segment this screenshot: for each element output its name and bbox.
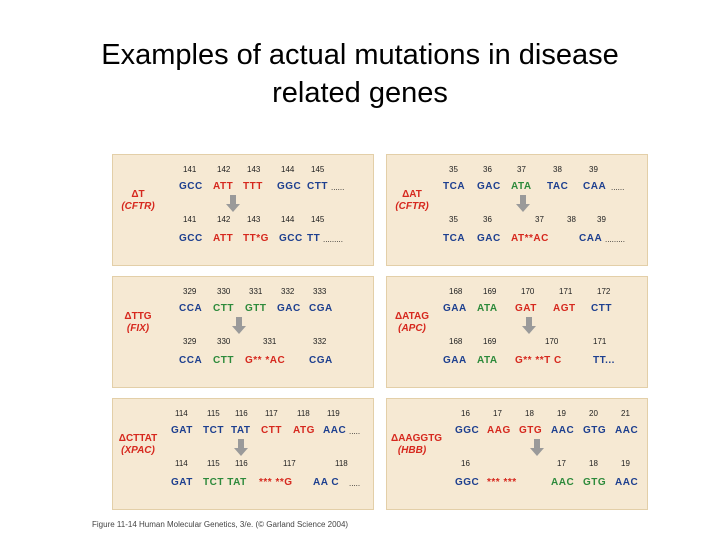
codon-number: 170 xyxy=(521,287,535,296)
codon-number: 169 xyxy=(483,287,497,296)
codon: CCA xyxy=(179,355,203,366)
codon: CGA xyxy=(309,355,333,366)
codon-number: 18 xyxy=(525,409,534,418)
codon-mutated: ATT xyxy=(213,233,234,244)
codon-number: 16 xyxy=(461,409,470,418)
codon-number: 170 xyxy=(545,337,559,346)
codon-mutated: GAT xyxy=(515,303,537,314)
codon: TCT xyxy=(203,425,224,436)
codon: GAC xyxy=(477,181,501,192)
codon-mutated: TT*G xyxy=(243,233,269,244)
codon-number: 145 xyxy=(311,165,325,174)
codon-number: 143 xyxy=(247,215,261,224)
codon-number: 19 xyxy=(621,459,630,468)
codon-mutated: CTT xyxy=(213,303,234,314)
codon: GGC xyxy=(455,425,480,436)
codon-number: 35 xyxy=(449,165,458,174)
codon: GAA xyxy=(443,355,467,366)
codon: GAT xyxy=(171,477,193,488)
ellipsis: ..... xyxy=(349,427,361,436)
down-arrow-icon xyxy=(529,439,545,457)
codon-number: 119 xyxy=(327,409,340,418)
codon-mutated: GTG xyxy=(519,425,543,436)
mutation-label: ΔATAG (APC) xyxy=(394,311,430,334)
mutation-label: ΔTTG (FIX) xyxy=(124,311,152,334)
codon-number: 116 xyxy=(235,459,248,468)
codon: GAA xyxy=(443,303,467,314)
codon: TT xyxy=(307,233,321,244)
mutation-panel-apc xyxy=(386,276,648,388)
codon-mutated: *** *** xyxy=(487,477,517,488)
codon-mutated: G** **T C xyxy=(515,355,562,366)
mutation-panel-xpac xyxy=(112,398,374,510)
mutation-label: ΔCTTAT (XPAC) xyxy=(118,433,158,456)
codon: CAA xyxy=(583,181,607,192)
codon: AAC xyxy=(551,477,575,488)
mutation-label: ΔAAGGTG (HBB) xyxy=(391,433,443,456)
codon-number: 142 xyxy=(217,165,231,174)
codon-number: 141 xyxy=(183,165,197,174)
codon-number: 20 xyxy=(589,409,598,418)
codon: TCA xyxy=(443,233,466,244)
down-arrow-icon xyxy=(521,317,537,335)
codon: GCC xyxy=(179,233,203,244)
codon-number: 16 xyxy=(461,459,470,468)
codon-number: 114 xyxy=(175,459,188,468)
codon-number: 144 xyxy=(281,165,295,174)
codon-number: 17 xyxy=(557,459,566,468)
codon: TT... xyxy=(593,355,615,366)
down-arrow-icon xyxy=(231,317,247,335)
codon-number: 38 xyxy=(567,215,576,224)
codon-number: 169 xyxy=(483,337,497,346)
codon: GCC xyxy=(279,233,303,244)
codon: TAT xyxy=(231,425,251,436)
codon-number: 333 xyxy=(313,287,327,296)
ellipsis: ..... xyxy=(349,479,361,488)
codon: CAA xyxy=(579,233,603,244)
codon: AA C xyxy=(313,477,340,488)
codon: GTG xyxy=(583,425,607,436)
codon-number: 117 xyxy=(283,459,296,468)
codon-number: 145 xyxy=(311,215,325,224)
codon-number: 171 xyxy=(559,287,573,296)
codon-mutated: *** **G xyxy=(259,477,293,488)
codon: CCA xyxy=(179,303,203,314)
codon: CTT xyxy=(307,181,328,192)
codon-number: 118 xyxy=(335,459,348,468)
slide-title xyxy=(0,36,720,112)
codon-mutated: TTT xyxy=(243,181,263,192)
codon-number: 168 xyxy=(449,287,463,296)
codon-mutated: CTT xyxy=(213,355,234,366)
codon: GAC xyxy=(477,233,501,244)
codon-number: 36 xyxy=(483,215,492,224)
ellipsis: ......... xyxy=(605,235,626,244)
mutation-panel-cftr-deltaT xyxy=(112,154,374,266)
down-arrow-icon xyxy=(233,439,249,457)
codon-mutated: AGT xyxy=(553,303,576,314)
codon-number: 39 xyxy=(589,165,598,174)
codon-number: 172 xyxy=(597,287,611,296)
codon-number: 38 xyxy=(553,165,562,174)
codon-number: 117 xyxy=(265,409,278,418)
mutation-label: ΔT (CFTR) xyxy=(121,189,155,212)
codon-number: 114 xyxy=(175,409,188,418)
ellipsis: ...... xyxy=(611,183,625,192)
title-line-1: Examples of actual mutations in disease xyxy=(101,39,619,71)
down-arrow-icon xyxy=(515,195,531,213)
codon-number: 168 xyxy=(449,337,463,346)
codon-mutated: G** *AC xyxy=(245,355,286,366)
codon-number: 118 xyxy=(297,409,310,418)
codon-mutated: ATA xyxy=(511,181,532,192)
codon: GAT xyxy=(171,425,193,436)
codon-number: 332 xyxy=(313,337,327,346)
codon-number: 116 xyxy=(235,409,248,418)
codon-number: 332 xyxy=(281,287,295,296)
mutation-label: ΔAT (CFTR) xyxy=(395,189,429,212)
codon-mutated: AAG xyxy=(487,425,511,436)
codon-mutated: GTT xyxy=(245,303,267,314)
codon-number: 330 xyxy=(217,287,231,296)
codon-mutated: AT**AC xyxy=(511,233,549,244)
codon-number: 329 xyxy=(183,287,197,296)
codon: GAC xyxy=(277,303,301,314)
codon-number: 141 xyxy=(183,215,197,224)
codon: GCC xyxy=(179,181,203,192)
down-arrow-icon xyxy=(225,195,241,213)
title-line-2: related genes xyxy=(272,77,448,109)
codon-number: 18 xyxy=(589,459,598,468)
codon-number: 37 xyxy=(535,215,544,224)
codon-number: 37 xyxy=(517,165,526,174)
codon-number: 331 xyxy=(263,337,277,346)
mutation-panel-cftr-deltaAT xyxy=(386,154,648,266)
codon: ATA xyxy=(477,355,498,366)
codon-number: 142 xyxy=(217,215,231,224)
codon-number: 331 xyxy=(249,287,263,296)
ellipsis: ......... xyxy=(323,235,344,244)
codon: GGC xyxy=(277,181,302,192)
codon: ATA xyxy=(477,303,498,314)
ellipsis: ...... xyxy=(331,183,345,192)
codon-number: 35 xyxy=(449,215,458,224)
codon-number: 21 xyxy=(621,409,630,418)
codon: TAC xyxy=(547,181,569,192)
codon-number: 143 xyxy=(247,165,261,174)
codon: AAC xyxy=(615,477,639,488)
figure-credit: Figure 11-14 Human Molecular Genetics, 3/e. (© Garland Science 2004) xyxy=(92,520,349,529)
codon-number: 39 xyxy=(597,215,606,224)
codon-mutated: ATG xyxy=(293,425,315,436)
codon-number: 330 xyxy=(217,337,231,346)
codon-number: 171 xyxy=(593,337,607,346)
codon-number: 329 xyxy=(183,337,197,346)
codon-number: 115 xyxy=(207,409,220,418)
codon-mutated: TCT TAT xyxy=(203,477,247,488)
codon-number: 144 xyxy=(281,215,295,224)
codon: CGA xyxy=(309,303,333,314)
codon: AAC xyxy=(551,425,575,436)
codon-number: 115 xyxy=(207,459,220,468)
codon-mutated: CTT xyxy=(261,425,282,436)
mutation-panel-fix xyxy=(112,276,374,388)
codon-number: 36 xyxy=(483,165,492,174)
codon: AAC xyxy=(615,425,639,436)
mutation-panel-hbb xyxy=(386,398,648,510)
codon: TCA xyxy=(443,181,466,192)
codon-mutated: ATT xyxy=(213,181,234,192)
codon-number: 19 xyxy=(557,409,566,418)
codon: GTG xyxy=(583,477,607,488)
codon: CTT xyxy=(591,303,612,314)
codon: GGC xyxy=(455,477,480,488)
codon: AAC xyxy=(323,425,347,436)
codon-number: 17 xyxy=(493,409,502,418)
